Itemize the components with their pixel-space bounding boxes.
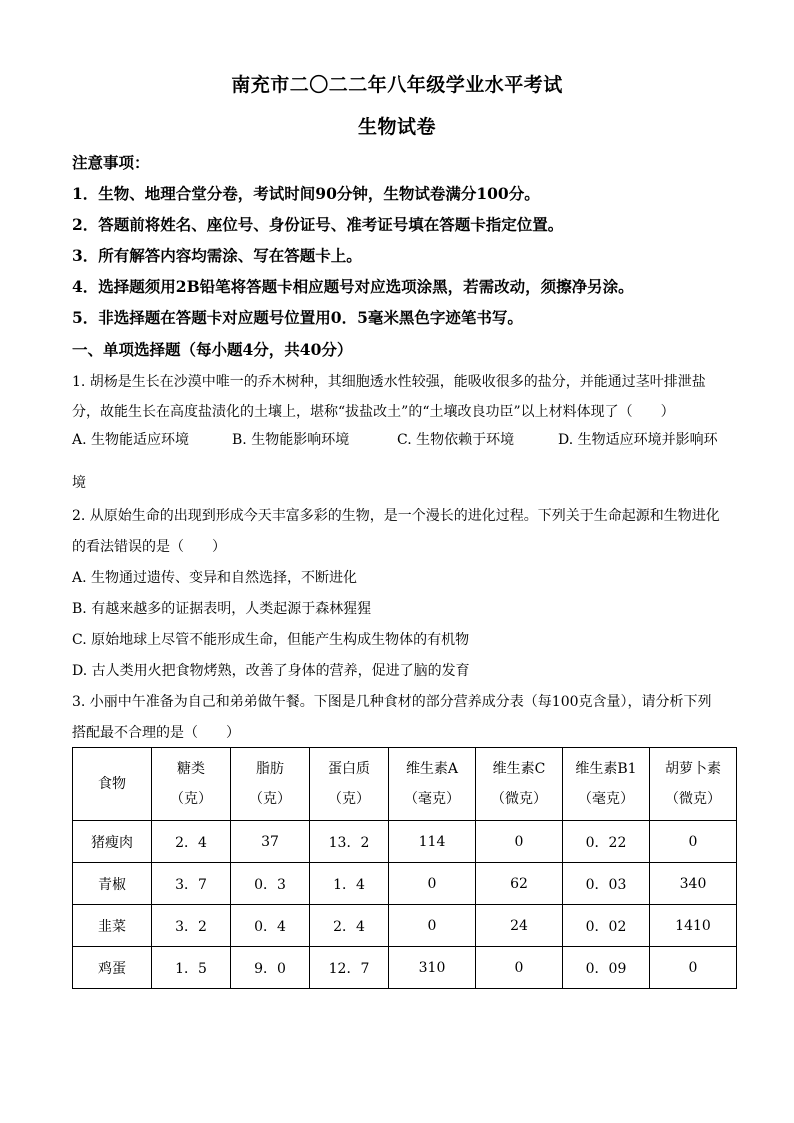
table-cell: 2．4: [152, 821, 231, 863]
table-cell: 韭菜: [73, 905, 152, 947]
table-cell: 0．22: [563, 821, 650, 863]
table-cell: 9．0: [231, 947, 310, 989]
question-2-text: 的看法错误的是（ ）: [72, 539, 226, 555]
question-1-text: 分，故能生长在高度盐渍化的土壤上，堪称“拔盐改土”的“土壤改良功臣”以上材料体现了（ ）: [72, 404, 675, 420]
table-cell: 3．7: [152, 863, 231, 905]
option-d: D. 生物适应环境并影响环: [558, 432, 718, 448]
table-cell: 猪瘦肉: [73, 821, 152, 863]
header-cell: 脂肪 （克）: [231, 748, 310, 821]
header-cell: 维生素C （微克）: [476, 748, 563, 821]
table-cell: 1．4: [310, 863, 389, 905]
table-cell: 0．4: [231, 905, 310, 947]
table-cell: 0．03: [563, 863, 650, 905]
table-cell: 青椒: [73, 863, 152, 905]
option-c: C. 原始地球上尽管不能形成生命，但能产生构成生物体的有机物: [72, 632, 470, 648]
table-cell: 13．2: [310, 821, 389, 863]
question-2-text: 2. 从原始生命的出现到形成今天丰富多彩的生物，是一个漫长的进化过程。下列关于生命起源和生物进化: [72, 508, 720, 524]
table-cell: 0．3: [231, 863, 310, 905]
table-cell: 0: [389, 905, 476, 947]
option-c: C. 生物依赖于环境: [397, 432, 515, 448]
notice-item: 2．答题前将姓名、座位号、身份证号、准考证号填在答题卡指定位置。: [72, 215, 564, 234]
table-row: [73, 905, 737, 947]
table-cell: 1410: [650, 905, 737, 947]
header-cell: 蛋白质 （克）: [310, 748, 389, 821]
header-cell: 食物: [73, 748, 152, 821]
option-d: D. 古人类用火把食物烤熟，改善了身体的营养，促进了脑的发育: [72, 663, 470, 679]
question-1-text: 1. 胡杨是生长在沙漠中唯一的乔木树种，其细胞透水性较强，能吸收很多的盐分，并能通过茎叶排泄盐: [72, 374, 706, 390]
table-cell: 0: [476, 821, 563, 863]
table-row: [73, 947, 737, 989]
table-cell: 0: [389, 863, 476, 905]
option-b: B. 生物能影响环境: [232, 432, 350, 448]
section-heading: 一、单项选择题（每小题4分，共40分）: [72, 340, 353, 359]
nutrition-table: [72, 747, 737, 989]
table-cell: 114: [389, 821, 476, 863]
table-cell: 2．4: [310, 905, 389, 947]
option-a: A. 生物能适应环境: [72, 432, 190, 448]
table-cell: 62: [476, 863, 563, 905]
table-cell: 1．5: [152, 947, 231, 989]
table-cell: 310: [389, 947, 476, 989]
table-cell: 0: [650, 821, 737, 863]
table-cell: 0: [650, 947, 737, 989]
table-cell: 37: [231, 821, 310, 863]
table-row: [73, 821, 737, 863]
header-cell: 维生素B1 （毫克）: [563, 748, 650, 821]
notice-item: 1．生物、地理合堂分卷，考试时间90分钟，生物试卷满分100分。: [72, 184, 540, 203]
table-cell: 0．02: [563, 905, 650, 947]
question-3-text: 3. 小丽中午准备为自己和弟弟做午餐。下图是几种食材的部分营养成分表（每100克含量），请分析下列: [72, 694, 712, 710]
option-b: B. 有越来越多的证据表明，人类起源于森林猩猩: [72, 601, 372, 617]
table-row: [73, 863, 737, 905]
header-cell: 糖类 （克）: [152, 748, 231, 821]
header-cell: 胡萝卜素 （微克）: [650, 748, 737, 821]
exam-subtitle: 生物试卷: [357, 116, 436, 138]
table-header-row: [73, 748, 737, 821]
question-3-text: 搭配最不合理的是（ ）: [72, 725, 240, 741]
table-cell: 鸡蛋: [73, 947, 152, 989]
option-a: A. 生物通过遗传、变异和自然选择，不断进化: [72, 570, 358, 586]
notice-item: 3．所有解答内容均需涂、写在答题卡上。: [72, 246, 362, 265]
table-cell: 3．2: [152, 905, 231, 947]
notice-item: 5．非选择题在答题卡对应题号位置用0．5毫米黑色字迹笔书写。: [72, 308, 523, 327]
header-cell: 维生素A （毫克）: [389, 748, 476, 821]
table-cell: 0: [476, 947, 563, 989]
table-cell: 12．7: [310, 947, 389, 989]
table-cell: 24: [476, 905, 563, 947]
table-cell: 340: [650, 863, 737, 905]
notice-item: 4．选择题须用2B铅笔将答题卡相应题号对应选项涂黑，若需改动，须擦净另涂。: [72, 277, 634, 296]
exam-title: 南充市二〇二二年八年级学业水平考试: [231, 74, 563, 96]
option-d-wrap: 境: [72, 475, 86, 491]
notice-heading: 注意事项：: [72, 153, 150, 172]
table-cell: 0．09: [563, 947, 650, 989]
